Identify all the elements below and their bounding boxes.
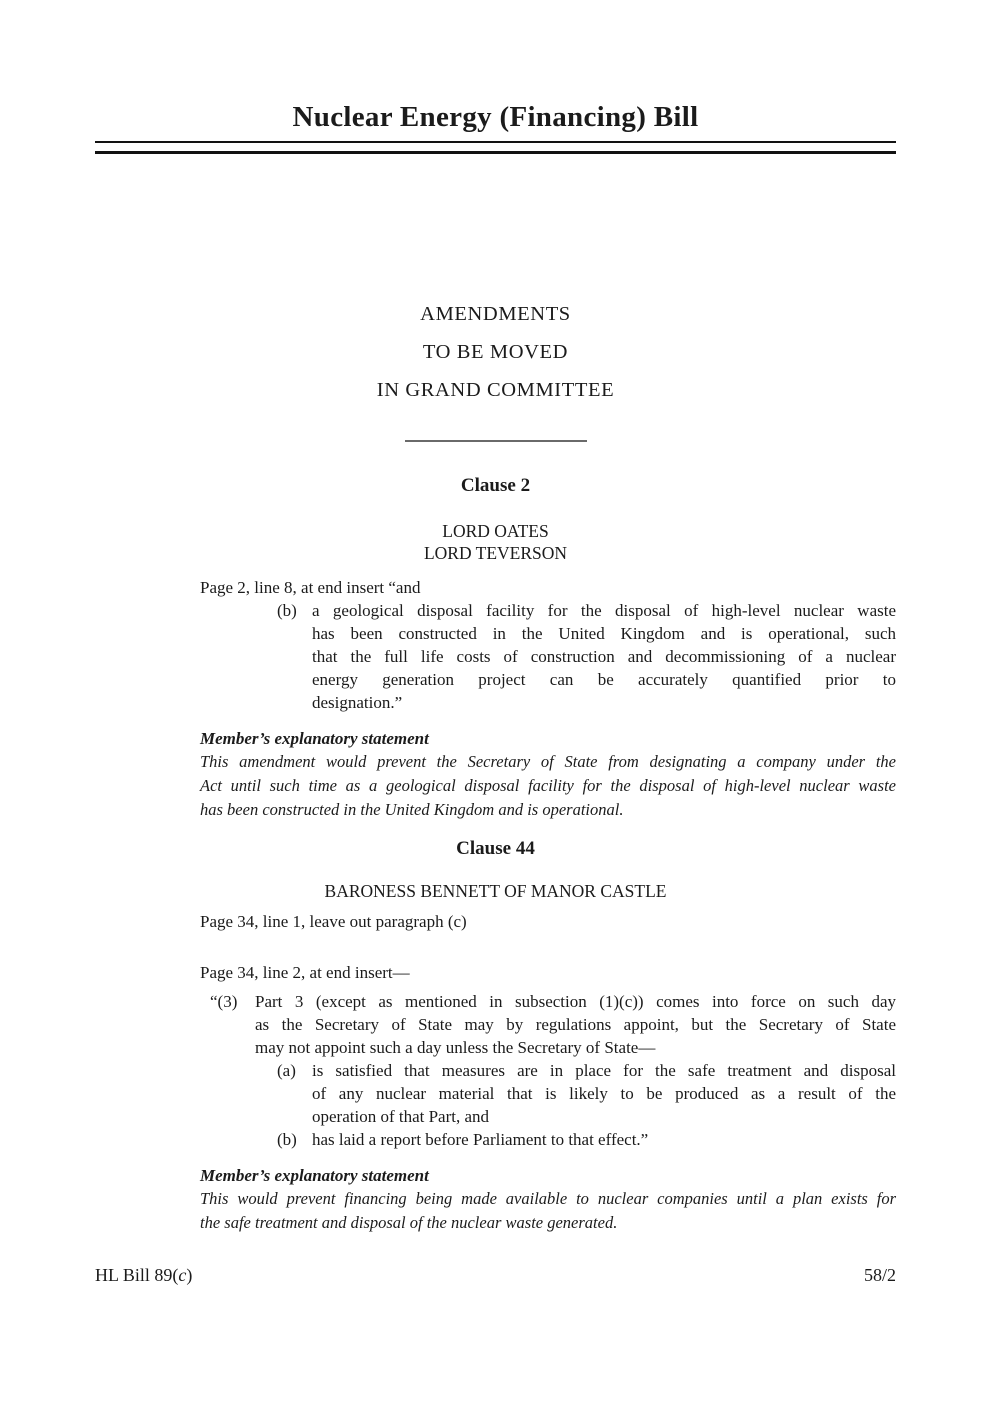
text-line: may not appoint such a day unless the Secretary of State—	[255, 1038, 656, 1057]
explanatory-line: Act until such time as a geological disposal facility for the disposal of high-level nuclear waste	[200, 776, 896, 795]
explanatory-line: has been constructed in the United Kingdom and is operational.	[200, 800, 624, 819]
text-line: has laid a report before Parliament to that effect.”	[312, 1130, 649, 1149]
clause-2-movers	[0, 520, 991, 564]
clause-44-heading: Clause 44	[456, 838, 535, 859]
explanatory-line: This amendment would prevent the Secretary of State from designating a company under the	[200, 752, 896, 771]
provision-text	[312, 599, 896, 714]
provision-paragraph-b	[277, 599, 896, 714]
clause-2-heading: Clause 2	[460, 475, 531, 496]
text-line: operation of that Part, and	[312, 1107, 490, 1126]
explanatory-heading: Member’s explanatory statement	[200, 1166, 429, 1185]
provision-subsection-3	[210, 990, 896, 1059]
amendment-instruction: Page 34, line 2, at end insert—	[200, 963, 410, 982]
provision-label: (b)	[277, 1130, 297, 1149]
text-line: that the full life costs of construction and decommissioning of a nuclear	[312, 647, 896, 666]
explanatory-line: This would prevent financing being made available to nuclear companies until a plan exists for	[200, 1189, 896, 1208]
provision-label: “(3)	[210, 992, 238, 1011]
mover-name: LORD OATES	[442, 521, 549, 541]
provision-paragraph-b	[277, 1128, 896, 1151]
explanatory-line: the safe treatment and disposal of the nuclear waste generated.	[200, 1213, 618, 1232]
footer-running-number: 58/2	[863, 1265, 896, 1285]
mover-name: BARONESS BENNETT OF MANOR CASTLE	[324, 881, 667, 901]
explanatory-statement	[200, 1165, 896, 1235]
text-line: designation.”	[312, 693, 403, 712]
text-line: of any nuclear material that is likely to be produced as a result of the	[312, 1084, 896, 1103]
mover-name: LORD TEVERSON	[423, 543, 568, 563]
text-line: has been constructed in the United Kingdom and is operational, such	[312, 624, 896, 643]
committee-heading-line: IN GRAND COMMITTEE	[376, 379, 615, 401]
committee-heading	[0, 302, 991, 402]
amendment-instruction: Page 2, line 8, at end insert “and	[200, 578, 421, 597]
text-line: is satisfied that measures are in place for the safe treatment and disposal	[312, 1061, 896, 1080]
text-line: energy generation project can be accurately quantified prior to	[312, 670, 896, 689]
section-divider-rule	[405, 440, 587, 442]
page-footer	[95, 1265, 896, 1286]
provision-label: (a)	[277, 1061, 296, 1080]
text-line: a geological disposal facility for the disposal of high-level nuclear waste	[312, 601, 896, 620]
explanatory-heading: Member’s explanatory statement	[200, 729, 429, 748]
provision-text	[312, 1059, 896, 1128]
text-line: Part 3 (except as mentioned in subsection (1)(c)) comes into force on such day	[255, 992, 896, 1011]
footer-bill-number: HL Bill 89(c)	[95, 1265, 193, 1285]
title-double-rule	[95, 141, 896, 154]
bill-title: Nuclear Energy (Financing) Bill	[292, 101, 699, 133]
provision-text	[255, 990, 896, 1059]
text-line: as the Secretary of State may by regulations appoint, but the Secretary of State	[255, 1015, 896, 1034]
committee-heading-line: TO BE MOVED	[422, 341, 569, 363]
committee-heading-line: AMENDMENTS	[420, 303, 571, 325]
clause-44-movers	[0, 880, 991, 902]
provision-text	[312, 1128, 896, 1151]
amendment-instruction: Page 34, line 1, leave out paragraph (c)	[200, 912, 467, 931]
explanatory-statement	[200, 728, 896, 822]
provision-paragraph-a	[277, 1059, 896, 1128]
provision-label: (b)	[277, 601, 297, 620]
